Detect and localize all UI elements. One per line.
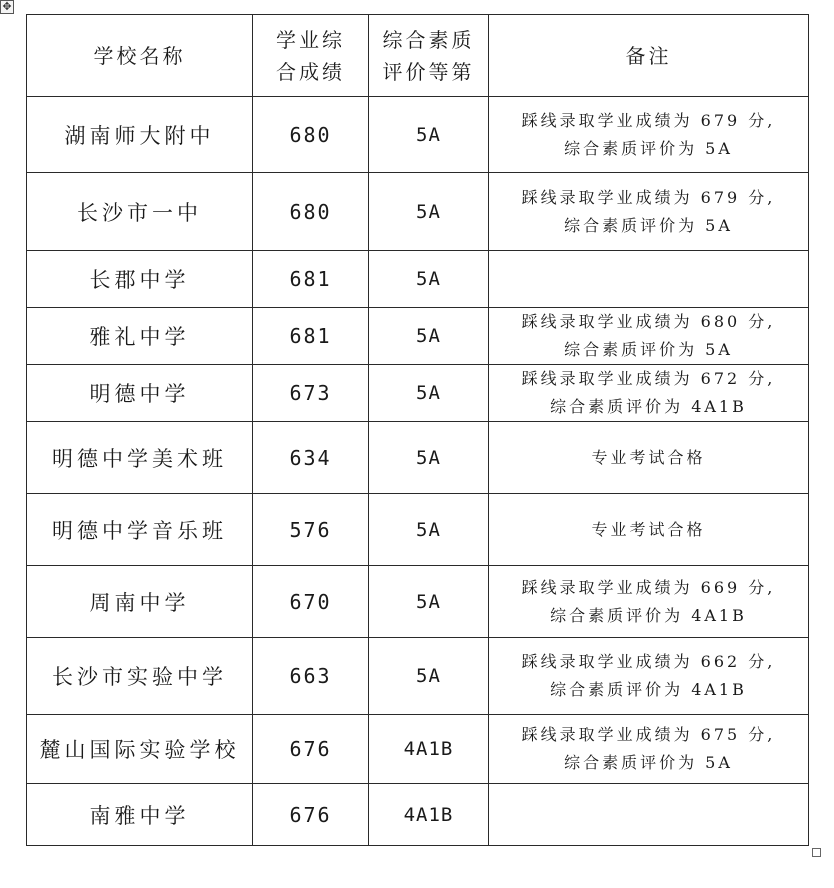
cell-notes <box>489 566 809 638</box>
table-row <box>27 173 809 251</box>
admission-score-table <box>26 14 809 846</box>
note-line: 综合素质评价为 4A1B <box>550 397 747 416</box>
cell-school-name: 长郡中学 <box>27 251 253 308</box>
table-row <box>27 784 809 846</box>
note-line: 踩线录取学业成绩为 669 分, <box>521 577 776 597</box>
table-resize-handle-icon[interactable] <box>812 848 821 857</box>
header-quality-grade-line1: 综合素质 <box>382 27 475 52</box>
cell-quality-grade: 5A <box>369 308 489 365</box>
cell-academic-score: 670 <box>253 566 369 638</box>
cell-school-name: 南雅中学 <box>27 784 253 846</box>
header-academic-score-line2: 合成绩 <box>276 59 345 84</box>
table-move-handle-icon[interactable]: ✥ <box>0 0 14 14</box>
note-line: 综合素质评价为 5A <box>564 753 733 772</box>
table-row <box>27 365 809 422</box>
note-line: 综合素质评价为 4A1B <box>550 605 747 625</box>
cell-academic-score: 576 <box>253 494 369 566</box>
note-line: 专业考试合格 <box>591 447 706 467</box>
cell-notes <box>489 422 809 494</box>
cell-quality-grade: 5A <box>369 422 489 494</box>
cell-notes <box>489 97 809 173</box>
cell-quality-grade: 5A <box>369 566 489 638</box>
cell-notes <box>489 251 809 308</box>
cell-school-name: 湖南师大附中 <box>27 97 253 173</box>
cell-notes <box>489 638 809 715</box>
table-body <box>27 97 809 846</box>
cell-academic-score: 663 <box>253 638 369 715</box>
table-row <box>27 638 809 715</box>
header-academic-score-line1: 学业综 <box>276 27 345 52</box>
table-row <box>27 566 809 638</box>
cell-academic-score: 673 <box>253 365 369 422</box>
cell-notes <box>489 365 809 422</box>
cell-quality-grade: 5A <box>369 365 489 422</box>
cell-academic-score: 680 <box>253 173 369 251</box>
cell-notes <box>489 173 809 251</box>
cell-academic-score: 634 <box>253 422 369 494</box>
cell-school-name: 长沙市一中 <box>27 173 253 251</box>
table-row <box>27 494 809 566</box>
cell-school-name: 明德中学音乐班 <box>27 494 253 566</box>
note-line: 踩线录取学业成绩为 675 分, <box>521 725 776 744</box>
cell-quality-grade: 4A1B <box>369 715 489 784</box>
table-row <box>27 422 809 494</box>
cell-school-name: 明德中学美术班 <box>27 422 253 494</box>
note-line: 综合素质评价为 5A <box>564 138 733 158</box>
header-school-name: 学校名称 <box>27 15 253 97</box>
note-line: 踩线录取学业成绩为 680 分, <box>521 312 776 331</box>
header-quality-grade-line2: 评价等第 <box>382 59 475 84</box>
table-header-row <box>27 15 809 97</box>
table-row <box>27 308 809 365</box>
cell-quality-grade: 5A <box>369 494 489 566</box>
cell-notes <box>489 308 809 365</box>
note-line: 踩线录取学业成绩为 662 分, <box>521 652 776 671</box>
cell-academic-score: 680 <box>253 97 369 173</box>
cell-quality-grade: 5A <box>369 173 489 251</box>
table-row <box>27 251 809 308</box>
cell-academic-score: 676 <box>253 784 369 846</box>
note-line: 综合素质评价为 5A <box>564 340 733 359</box>
cell-notes <box>489 494 809 566</box>
cell-school-name: 雅礼中学 <box>27 308 253 365</box>
table-row <box>27 715 809 784</box>
note-line: 踩线录取学业成绩为 672 分, <box>521 369 776 388</box>
cell-school-name: 明德中学 <box>27 365 253 422</box>
note-line: 踩线录取学业成绩为 679 分, <box>521 110 776 130</box>
cell-quality-grade: 4A1B <box>369 784 489 846</box>
cell-school-name: 周南中学 <box>27 566 253 638</box>
header-academic-score <box>253 15 369 97</box>
header-notes: 备注 <box>489 15 809 97</box>
cell-quality-grade: 5A <box>369 638 489 715</box>
cell-school-name: 麓山国际实验学校 <box>27 715 253 784</box>
note-line: 综合素质评价为 4A1B <box>550 680 747 699</box>
cell-school-name: 长沙市实验中学 <box>27 638 253 715</box>
header-quality-grade <box>369 15 489 97</box>
cell-quality-grade: 5A <box>369 251 489 308</box>
cell-academic-score: 681 <box>253 251 369 308</box>
cell-academic-score: 681 <box>253 308 369 365</box>
table-row <box>27 97 809 173</box>
cell-quality-grade: 5A <box>369 97 489 173</box>
note-line: 踩线录取学业成绩为 679 分, <box>521 187 776 207</box>
cell-notes <box>489 715 809 784</box>
cell-academic-score: 676 <box>253 715 369 784</box>
note-line: 综合素质评价为 5A <box>564 215 733 235</box>
cell-notes <box>489 784 809 846</box>
note-line: 专业考试合格 <box>591 519 706 539</box>
